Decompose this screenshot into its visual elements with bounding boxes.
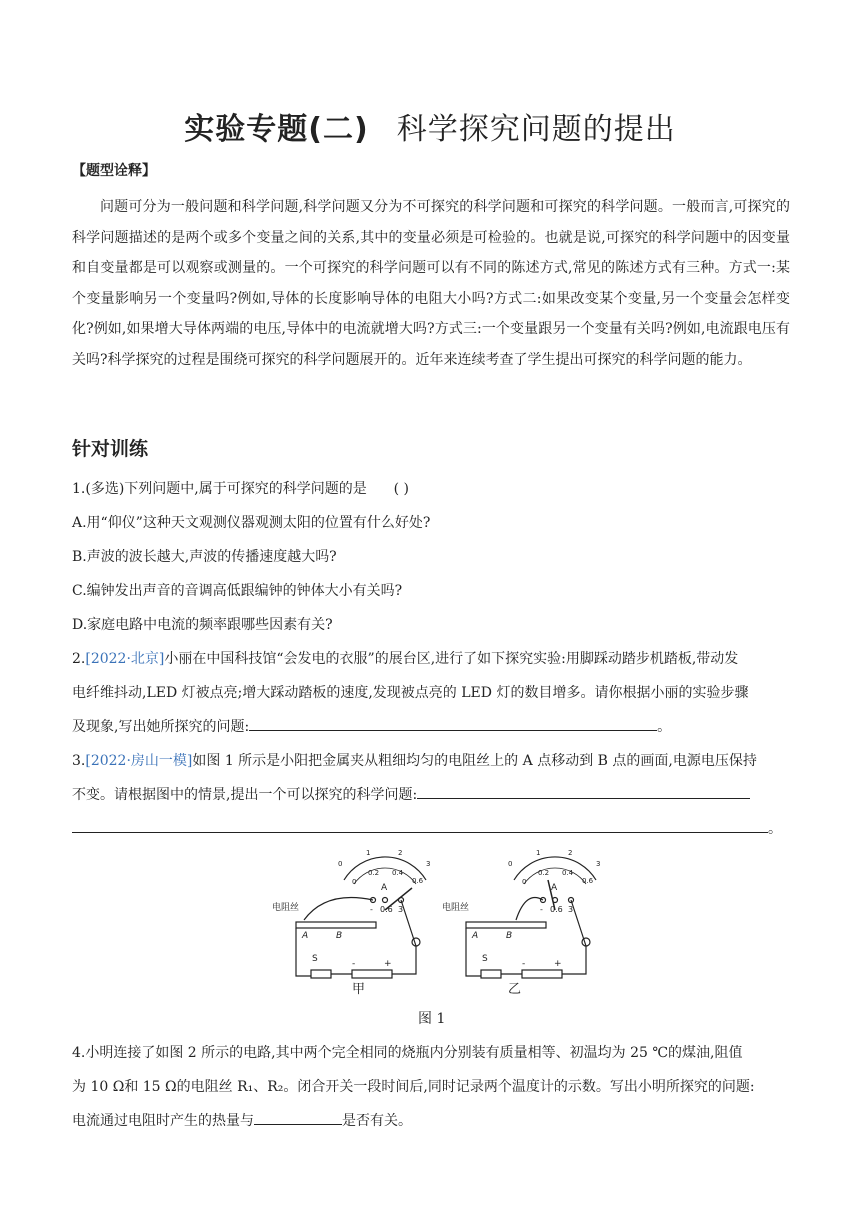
q3-text2: 不变。请根据图中的情景,提出一个可以探究的科学问题: [72,787,418,803]
q2-line1 [72,648,738,668]
page-title [0,104,860,148]
q3-answer-blank-2[interactable] [72,818,768,833]
battery-minus-yi: - [522,959,526,969]
scale-top-3-jia: 3 [426,860,431,868]
terminal-minus-yi: - [540,905,543,914]
scale-top-2-yi: 2 [568,849,573,857]
terminal-3-jia: 3 [398,905,404,914]
circuit-jia [272,849,430,978]
ammeter-unit-yi: A [551,883,558,893]
scale-bottom-2-jia: 0.4 [392,869,404,877]
scale-top-1-jia: 1 [366,849,371,857]
battery-yi [522,970,562,978]
q4-answer-blank[interactable] [254,1110,342,1125]
q2-answer-blank[interactable] [249,716,657,731]
battery-plus-jia: + [384,959,392,969]
terminal-minus-jia: - [370,905,373,914]
switch-yi [481,970,501,978]
scale-bottom-3-yi: 0.6 [582,877,594,885]
scale-bottom-1-jia: 0.2 [368,869,380,877]
scale-bottom-0-yi: 0 [522,878,527,886]
point-a-jia: A [302,931,309,941]
intro-paragraph: 问题可分为一般问题和科学问题,科学问题又分为不可探究的科学问题和可探究的科学问题。一般而言,可探究的科学问题描述的是两个或多个变量之间的关系,其中的变量必须是可检验的。也就是说,可探究的科学问题中的因变量和自变量都是可以观察或测量的。一个可探究的科学问题可以有不同的陈述方式,常见的陈述方式有三种。方式一:某个变量影响另一个变量吗?例如,导体的长度影响导体的电阻大小吗?方式二:如果改变某个变量,另一个变量会怎样变化?例如,如果增大导体两端的电压,导体中的电流就增大吗?方式三:一个变量跟另一个变量有关吗?例如,电流跟电压有关吗?科学探究的过程是围绕可探究的科学问题展开的。近年来连续考查了学生提出可探究的科学问题的能力。 [72,199,790,368]
q2-number: 2. [72,651,86,667]
battery-minus-jia: - [352,959,356,969]
q3-line1 [72,750,757,770]
figure-caption: 图 1 [418,1011,446,1027]
q1-option-c: C.编钟发出声音的音调高低跟编钟的钟体大小有关吗? [72,583,403,599]
q1-option-d: D.家庭电路中电流的频率跟哪些因素有关? [72,617,333,633]
q1-stem-line [72,478,409,498]
q1-option-a: A.用“仰仪”这种天文观测仪器观测太阳的位置有什么好处? [72,515,431,531]
figure-label-jia: 甲 [352,982,366,997]
q2-source: [2022·北京] [85,651,165,667]
battery-plus-yi: + [554,959,562,969]
ammeter-unit-jia: A [381,883,388,893]
q2-text1: 小丽在中国科技馆“会发电的衣服”的展台区,进行了如下探究实验:用脚踩动踏步机踏板,带动发 [164,651,739,667]
q4-text3a: 电流通过电阻时产生的热量与 [72,1113,254,1129]
q3-source: [2022·房山一模] [85,753,193,769]
scale-bottom-2-yi: 0.4 [562,869,574,877]
wire-board-jia [296,922,376,928]
q4-line3 [72,1110,412,1130]
scale-bottom-1-yi: 0.2 [538,869,550,877]
point-b-jia: B [336,931,343,941]
point-b-yi: B [506,931,513,941]
scale-top-0-jia: 0 [338,860,343,868]
switch-jia [311,970,331,978]
battery-jia [352,970,392,978]
scale-top-2-jia: 2 [398,849,403,857]
ammeter-inner-arc-jia [354,868,416,884]
q2-text3: 及现象,写出她所探究的问题: [72,719,250,735]
wire-board-yi [466,922,546,928]
section-label: 【题型诠释】 [72,163,156,179]
figure-1-circuit [266,849,601,1000]
scale-bottom-3-jia: 0.6 [412,877,424,885]
title-part2: 科学探究问题的提出 [396,112,676,147]
practice-heading: 针对训练 [72,438,149,460]
clip-wire-jia [304,898,373,921]
q3-line2 [72,784,750,804]
q4-line2: 为 10 Ω和 15 Ω的电阻丝 R₁、R₂。闭合开关一段时间后,同时记录两个温度计的示数。写出小明所探究的问题: [72,1079,755,1095]
q2-end: 。 [657,719,672,735]
q1-option-b: B.声波的波长越大,声波的传播速度越大吗? [72,549,337,565]
terminal-dot-2-jia [383,898,388,903]
q3-answer-blank-1[interactable] [417,784,750,799]
circuit-yi [442,849,600,978]
scale-top-3-yi: 3 [596,860,601,868]
wire-label-jia: 电阻丝 [272,903,300,913]
scale-top-0-yi: 0 [508,860,513,868]
q3-number: 3. [72,753,86,769]
title-part1: 实验专题(二) [184,112,369,147]
switch-label-yi: S [482,954,488,964]
terminal-3-yi: 3 [568,905,574,914]
q1-stem: 1.(多选)下列问题中,属于可探究的科学问题的是 [72,481,367,497]
right-wire-yi [562,946,586,974]
q4-line1: 4.小明连接了如图 2 所示的电路,其中两个完全相同的烧瓶内分别装有质量相等、初温均为 25 ℃的煤油,阻值 [72,1045,743,1061]
point-a-yi: A [472,931,479,941]
q3-end: 。 [768,821,782,837]
q1-answer-paren: ( ) [393,481,410,497]
clip-wire-yi [516,898,543,921]
figure-label-yi: 乙 [508,982,522,997]
q4-text3b: 是否有关。 [342,1113,412,1129]
q2-line2: 电纤维抖动,LED 灯被点亮;增大踩动踏板的速度,发现被点亮的 LED 灯的数目增多。请你根据小丽的实验步骤 [72,685,749,701]
q3-line3 [72,818,782,838]
scale-bottom-0-jia: 0 [352,878,357,886]
q3-text1: 如图 1 所示是小阳把金属夹从粗细均匀的电阻丝上的 A 点移动到 B 点的画面,电源电压保持 [192,753,757,769]
terminal-06-jia: 0.6 [380,905,393,914]
switch-label-jia: S [312,954,318,964]
wire-label-yi: 电阻丝 [442,903,470,913]
scale-top-1-yi: 1 [536,849,541,857]
ammeter-inner-arc-yi [524,868,586,884]
terminal-06-yi: 0.6 [550,905,563,914]
right-wire-jia [392,946,416,974]
q2-line3 [72,716,671,736]
